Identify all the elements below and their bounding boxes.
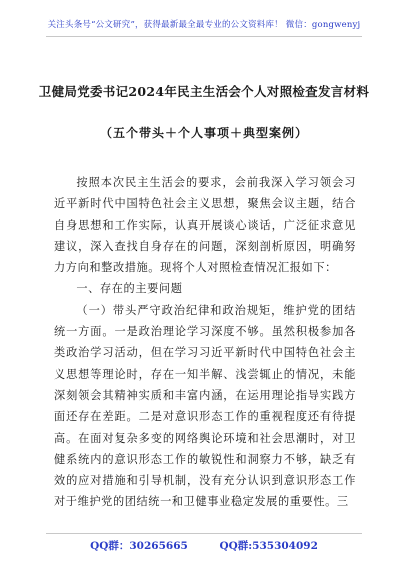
footer-qq-group-2: QQ群:535304092 <box>219 540 318 552</box>
footer-divider <box>46 533 362 534</box>
footer <box>0 538 408 553</box>
document-title: 卫健局党委书记2024年民主生活会个人对照检查发言材料 <box>38 84 370 99</box>
header-banner: 关注头条号“公文研究”，获得最新最全最专业的公文资料库！ 微信：gongwenyj <box>47 20 361 30</box>
header-divider <box>46 36 362 37</box>
document-body <box>54 172 356 513</box>
footer-qq-group-1: QQ群：30265665 <box>90 540 188 552</box>
document-subtitle: （五个带头＋个人事项＋典型案例） <box>99 126 308 140</box>
section-heading: 一、存在的主要问题 <box>76 282 183 296</box>
point-one-paragraph: （一）带头严守政治纪律和政治规矩，维护党的团结统一方面。一是政治理论学习深度不够。虽然积极参加各类政治学习活动，但在学习习近平新时代中国特色社会主义思想等理论时，存在一知半解、浅尝辄止的情况，未能深刻领会其精神实质和丰富内涵，在运用理论指导实践方面还存在差距。二是对意识形态工作的重视程度还有待提高。在面对复杂多变的网络舆论环境和社会思潮时，对卫健系统内的意识形态工作的敏锐性和洞察力不够，缺乏有效的应对措施和引导机制，没有充分认识到意识形态工作对于维护党的团结统一和卫健事业稳定发展的重要性。三 <box>54 303 356 509</box>
intro-paragraph: 按照本次民主生活会的要求，会前我深入学习领会习近平新时代中国特色社会主义思想，聚焦会议主题，结合自身思想和工作实际，认真开展谈心谈话，广泛征求意见建议，深入查找自身存在的问题，深刻剖析原因，明确努力方向和整改措施。现将个人对照检查情况汇报如下： <box>54 176 356 275</box>
